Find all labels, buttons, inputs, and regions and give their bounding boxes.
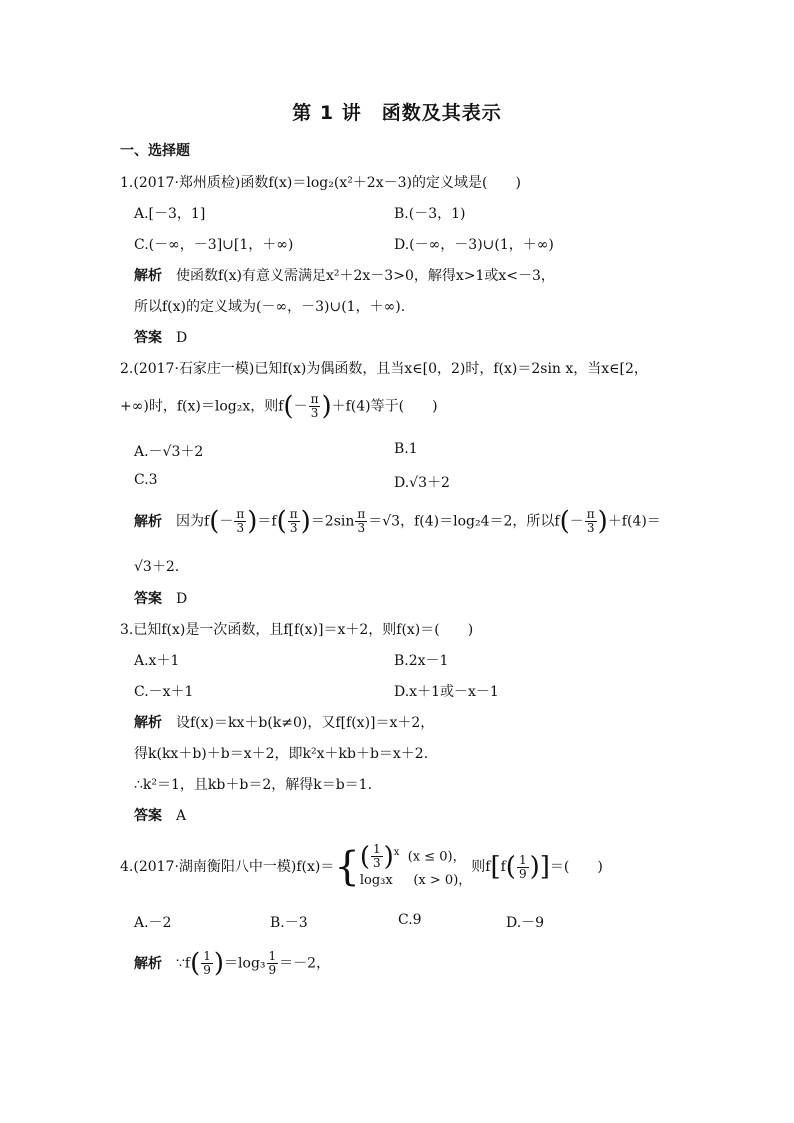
frac-num: π xyxy=(289,507,298,521)
paren-right: ) xyxy=(597,506,608,537)
q1-analysis-line1 xyxy=(134,265,555,285)
q4-option-d: D.－9 xyxy=(506,915,545,931)
piecewise-cases xyxy=(360,842,471,892)
case-1 xyxy=(360,842,471,870)
bracket-left: [ xyxy=(490,852,501,883)
frac-num: π xyxy=(357,507,366,521)
q1-option-a: A.[－3，1] xyxy=(134,206,206,222)
f-letter: f xyxy=(500,859,506,876)
fraction-pi-over-3 xyxy=(288,508,300,535)
analysis-label: 解析 xyxy=(134,513,162,530)
q3-analysis-text: 设f(x)＝kx＋b(k≠0)，又f[f(x)]＝x＋2， xyxy=(176,715,435,731)
frac-den: 3 xyxy=(310,406,319,420)
frac-den: 3 xyxy=(372,856,381,871)
fraction-pi-over-3 xyxy=(309,393,321,420)
q2-stem-line1: 2.(2017·石家庄一模)已知f(x)为偶函数，且当x∈[0，2)时，f(x)＝2sin x，当x∈[2， xyxy=(120,361,648,377)
q3-analysis-line2: 得k(kx＋b)＋b＝x＋2，即k²x＋kb＋b＝x＋2. xyxy=(134,746,429,762)
frac-den: 9 xyxy=(203,963,211,977)
frac-num: 1 xyxy=(372,842,381,857)
paren-left: ( xyxy=(283,391,294,422)
q3-option-d: D.x＋1或－x－1 xyxy=(394,684,499,700)
paren-right: ) xyxy=(213,948,225,979)
frac-num: 1 xyxy=(203,949,211,963)
q4-option-a: A.－2 xyxy=(134,915,172,931)
paren-right: ) xyxy=(300,506,311,537)
fraction-pi-over-3 xyxy=(355,508,367,535)
paren-right: ) xyxy=(529,852,540,883)
q2-answer xyxy=(134,588,187,608)
q1-answer-value: D xyxy=(176,330,188,346)
q4-analysis-line1 xyxy=(134,950,330,977)
q2-analysis-line1 xyxy=(134,508,661,535)
paren-left: ( xyxy=(505,852,516,883)
q1-option-b: B.(－3，1) xyxy=(394,206,466,222)
analysis-label: 解析 xyxy=(134,715,162,731)
answer-label: 答案 xyxy=(134,591,162,607)
fraction-one-third xyxy=(371,843,383,870)
q3-option-a: A.x＋1 xyxy=(134,653,180,669)
case-2-condition: (x > 0)， xyxy=(413,873,472,889)
q3-answer xyxy=(134,805,186,825)
frac-num: π xyxy=(586,507,595,521)
q1-stem: 1.(2017·郑州质检)函数f(x)＝log₂(x²＋2x－3)的定义域是( ) xyxy=(120,175,521,191)
paren-right: ) xyxy=(383,841,394,872)
frac-den: 9 xyxy=(518,866,527,881)
q4-stem xyxy=(120,842,603,892)
case-2 xyxy=(360,870,471,892)
minus-sign: － xyxy=(293,398,308,415)
q3-answer-value: A xyxy=(176,808,187,824)
paren-right: ) xyxy=(321,391,332,422)
minus-sign: － xyxy=(569,513,584,530)
q2-option-b: B.1 xyxy=(394,441,418,457)
frac-den: 3 xyxy=(289,521,298,535)
frac-den: 3 xyxy=(357,521,366,535)
paren-left: ( xyxy=(359,841,370,872)
q3-option-b: B.2x－1 xyxy=(394,653,449,669)
fraction-one-ninth xyxy=(267,950,279,977)
q3-option-c: C.－x＋1 xyxy=(134,684,194,700)
q4-option-c: C.9 xyxy=(398,912,422,928)
q1-analysis-text: 使函数f(x)有意义需满足x²＋2x－3>0，解得x>1或x<－3， xyxy=(176,268,555,284)
paren-left: ( xyxy=(559,506,570,537)
frac-den: 3 xyxy=(586,521,595,535)
q1-analysis-line2: 所以f(x)的定义域为(－∞，－3)∪(1，＋∞). xyxy=(134,299,406,315)
paren-left: ( xyxy=(190,948,201,979)
case-1-condition: (x ≤ 0)， xyxy=(407,849,466,865)
analysis-label: 解析 xyxy=(134,268,162,284)
case-2-expression: log₃x xyxy=(359,873,393,889)
q4-option-b: B.－3 xyxy=(270,915,308,931)
frac-num: π xyxy=(310,392,319,406)
q2-analysis-part: ＋f(4)＝ xyxy=(607,513,661,530)
q2-analysis-part: ＝2sin xyxy=(310,513,355,530)
fraction-pi-over-3 xyxy=(585,508,597,535)
frac-num: 1 xyxy=(518,852,527,867)
paren-right: ) xyxy=(247,506,258,537)
section-heading: 一、选择题 xyxy=(120,143,190,159)
fraction-one-ninth xyxy=(201,950,213,977)
q2-analysis-line2: √3＋2. xyxy=(134,559,180,575)
q2-analysis-part: 因为f xyxy=(176,513,210,530)
q3-stem: 3.已知f(x)是一次函数，且f[f(x)]＝x＋2，则f(x)＝( ) xyxy=(120,622,474,638)
q2-option-d: D.√3＋2 xyxy=(394,475,450,491)
paren-left: ( xyxy=(276,506,287,537)
q2-analysis-part: ＝f xyxy=(257,513,277,530)
q4-stem-part: 则f xyxy=(471,859,491,876)
brace-left: { xyxy=(334,844,360,891)
q4-analysis-part: ∵f xyxy=(176,955,191,972)
bracket-right: ] xyxy=(539,852,550,883)
q2-option-a: A.－√3＋2 xyxy=(134,444,204,460)
answer-label: 答案 xyxy=(134,330,162,346)
q2-option-c: C.3 xyxy=(134,472,158,488)
q1-answer xyxy=(134,327,187,347)
frac-den: 3 xyxy=(236,521,245,535)
q2-stem-line2 xyxy=(120,393,438,420)
q4-stem-part: 4.(2017·湖南衡阳八中一模)f(x)＝ xyxy=(120,859,335,876)
q2-answer-value: D xyxy=(176,591,188,607)
frac-den: 9 xyxy=(268,963,277,977)
analysis-label: 解析 xyxy=(134,955,162,972)
q1-option-d: D.(－∞，－3)∪(1，＋∞) xyxy=(394,237,554,253)
paren-left: ( xyxy=(209,506,220,537)
q4-analysis-part: ＝log₃ xyxy=(224,955,266,972)
answer-label: 答案 xyxy=(134,808,162,824)
q3-analysis-line1 xyxy=(134,712,434,732)
fraction-pi-over-3 xyxy=(234,508,246,535)
minus-sign: － xyxy=(219,513,234,530)
q2-stem-part: ＋f(4)等于( ) xyxy=(331,398,438,415)
frac-num: 1 xyxy=(268,949,277,963)
q3-analysis-line3: ∴k²＝1，且kb＋b＝2，解得k＝b＝1. xyxy=(134,777,373,793)
fraction-one-ninth xyxy=(517,854,529,881)
q2-analysis-part: ＝√3，f(4)＝log₂4＝2，所以f xyxy=(368,513,560,530)
q2-stem-part: +∞)时，f(x)＝log₂x，则f xyxy=(120,398,284,415)
q1-option-c: C.(－∞，－3]∪[1，＋∞) xyxy=(134,237,294,253)
q4-stem-part: ＝( ) xyxy=(549,859,603,876)
page-title: 第 1 讲 函数及其表示 xyxy=(292,102,502,124)
exponent: x xyxy=(393,847,400,858)
q4-analysis-part: ＝－2， xyxy=(279,955,331,972)
frac-num: π xyxy=(236,507,245,521)
